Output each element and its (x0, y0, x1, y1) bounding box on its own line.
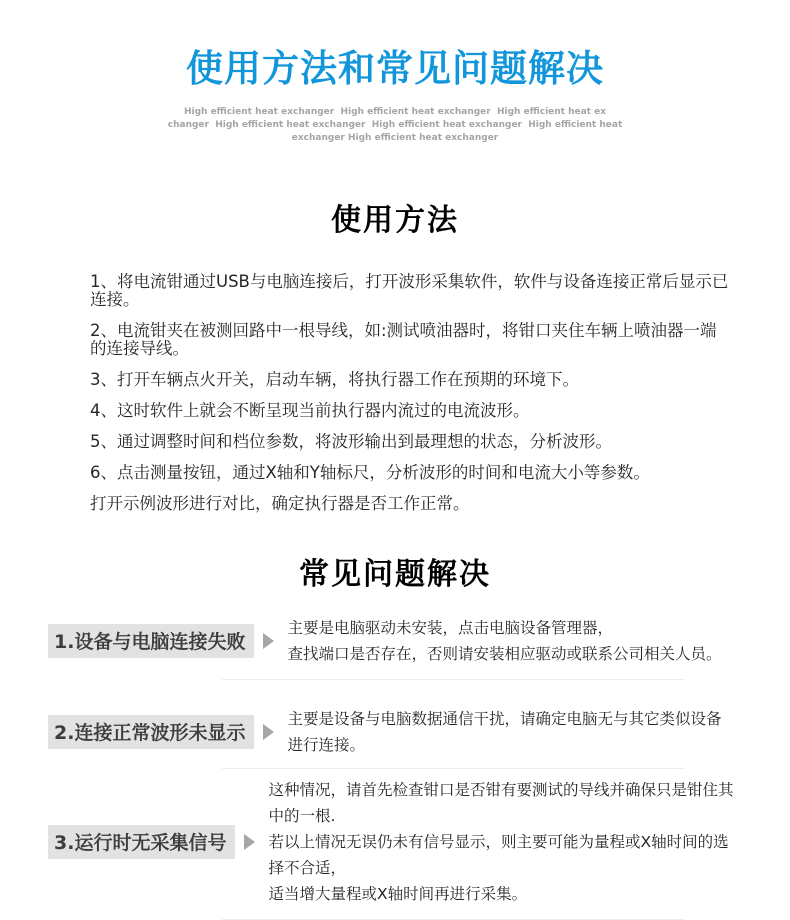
faq-answer-line: 适当增大量程或X轴时间再进行采集。 (268, 885, 528, 903)
usage-step-6: 6、点击测量按钮，通过X轴和Y轴标尺，分析波形的时间和电流大小等参数。 (90, 463, 650, 482)
arrow-right-icon (263, 633, 274, 649)
faq-answer-line: 主要是电脑驱动未安装，点击电脑设备管理器， (287, 619, 613, 637)
usage-step-5: 5、通过调整时间和档位参数，将波形输出到最理想的状态，分析波形。 (90, 432, 612, 451)
usage-section-heading: 使用方法 (331, 203, 459, 238)
faq-answer-3 (268, 777, 735, 907)
faq-answer-line: 这种情况，请首先检查钳口是否钳有要测试的导线并确保只是钳住其中的一根. (268, 781, 734, 825)
watermark-line: exchanger High efficient heat exchanger (291, 133, 499, 143)
usage-step-1: 1、将电流钳通过USB与电脑连接后，打开波形采集软件，软件与设备连接正常后显示已连接。 (90, 272, 729, 309)
usage-step-2: 2、电流钳夹在被测回路中一根导线，如:测试喷油器时，将钳口夹住车辆上喷油器一端的连接导线。 (90, 321, 717, 358)
faq-answer-line: 查找端口是否存在，否则请安装相应驱动或联系公司相关人员。 (287, 645, 722, 663)
faq-list (0, 615, 790, 920)
faq-question-label-1: 1.设备与电脑连接失败 (48, 624, 254, 658)
faq-answer-line: 若以上情况无误仍未有信号显示，则主要可能为量程或X轴时间的选择不合适， (268, 833, 729, 877)
faq-question-label-2: 2.连接正常波形未显示 (48, 715, 254, 749)
watermark-text (0, 106, 790, 145)
usage-steps-list (0, 273, 790, 513)
usage-step-4: 4、这时软件上就会不断呈现当前执行器内流过的电流波形。 (90, 401, 530, 420)
watermark-line: High efficient heat exchanger High efficient heat exchanger High efficient heat ex (183, 107, 607, 117)
faq-item-1 (48, 615, 735, 667)
arrow-right-icon (244, 834, 255, 850)
faq-item-3 (48, 777, 735, 907)
page-title: 使用方法和常见问题解决 (186, 47, 604, 90)
faq-section-heading: 常见问题解决 (299, 557, 491, 592)
faq-item-2 (48, 706, 735, 758)
usage-note: 打开示例波形进行对比，确定执行器是否工作正常。 (90, 494, 470, 513)
watermark-line: changer High efficient heat exchanger High efficient heat exchanger High efficient heat (167, 120, 623, 130)
divider (222, 679, 685, 680)
faq-answer-1 (287, 615, 721, 667)
instruction-page (0, 38, 790, 910)
faq-question-label-3: 3.运行时无采集信号 (48, 825, 235, 859)
arrow-right-icon (263, 724, 274, 740)
faq-answer-2 (287, 706, 735, 758)
faq-answer-line: 主要是设备与电脑数据通信干扰，请确定电脑无与其它类似设备进行连接。 (287, 710, 722, 754)
usage-step-3: 3、打开车辆点火开关，启动车辆，将执行器工作在预期的环境下。 (90, 370, 579, 389)
divider (222, 768, 685, 769)
